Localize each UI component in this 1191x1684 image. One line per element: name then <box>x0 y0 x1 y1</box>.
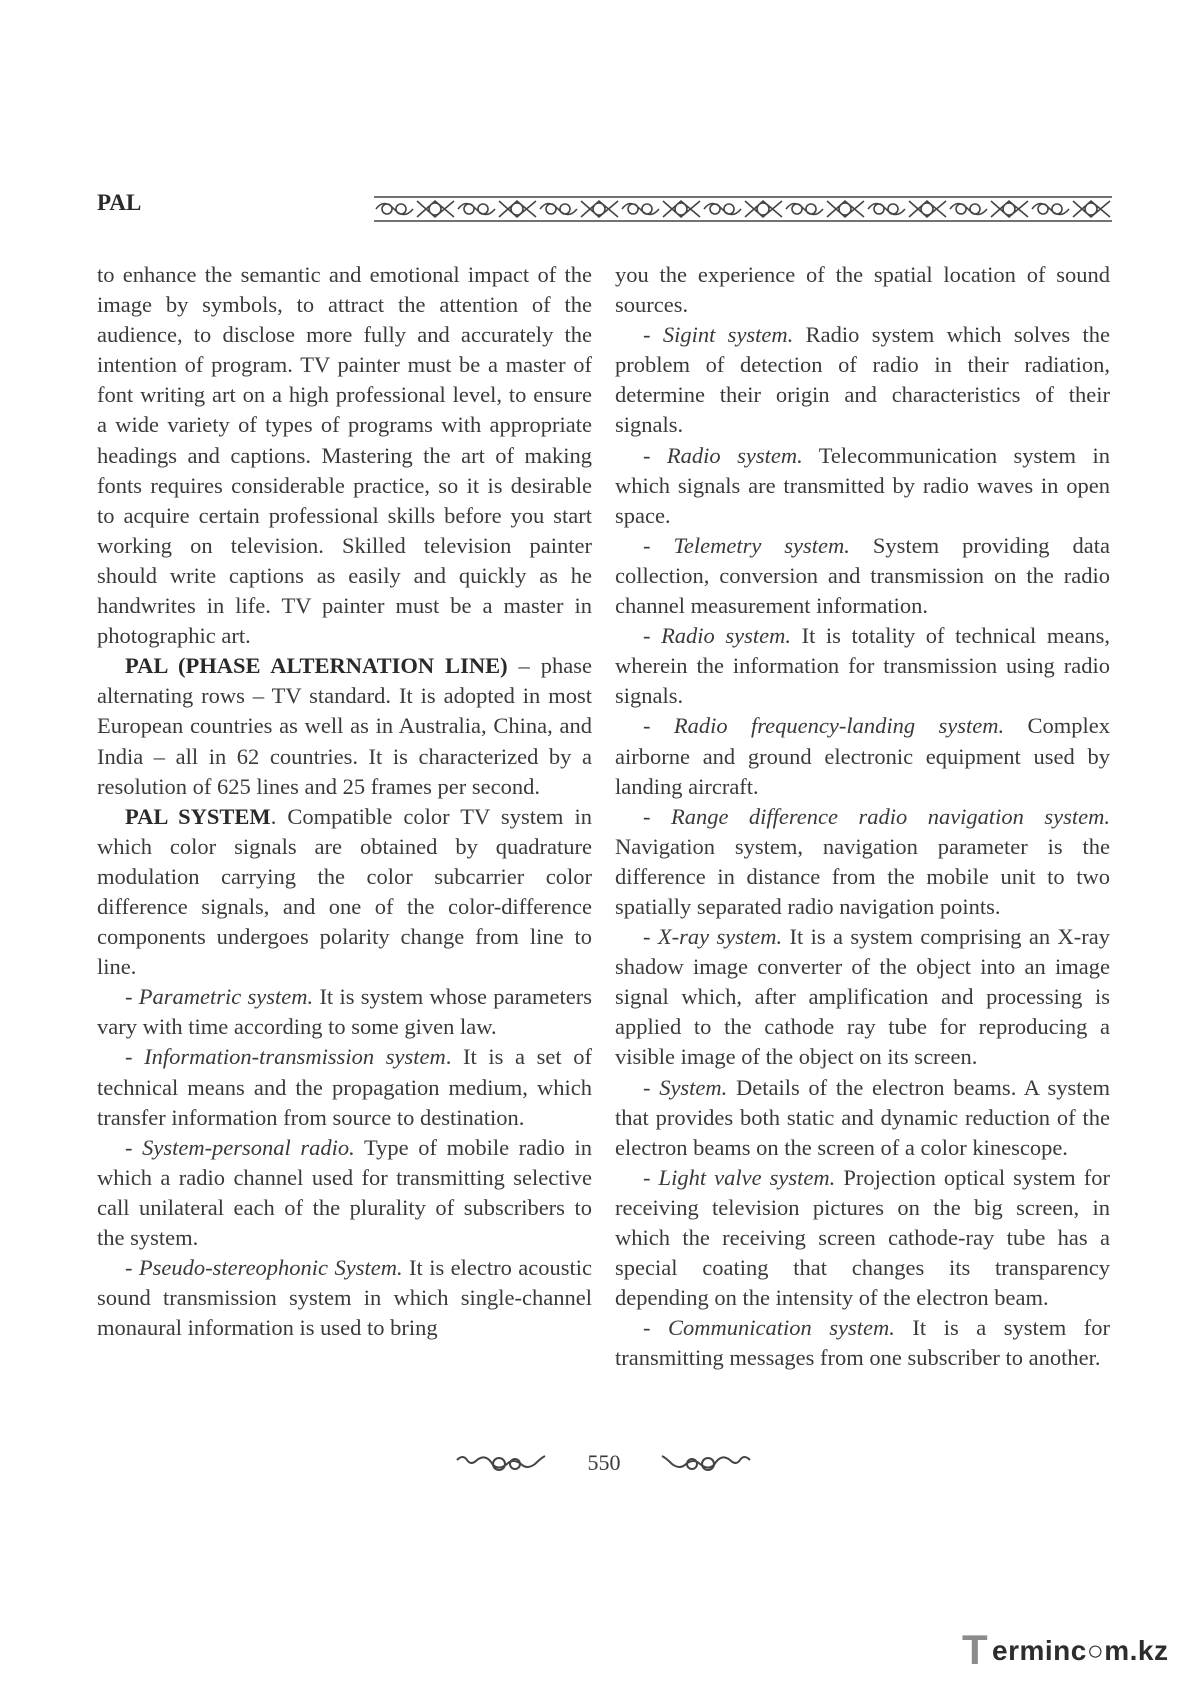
right-column <box>615 260 1110 1373</box>
entry-term: - Radio system. <box>643 623 791 649</box>
ornament-motif <box>581 201 618 217</box>
entry-text: Radio system which solves the problem of detection of radio in their radiation, determine their origin and characteristics of their signals. <box>615 322 1110 438</box>
left-column-paragraph <box>97 802 592 983</box>
left-column-paragraph <box>97 1253 592 1343</box>
right-flourish-ornament <box>660 1452 752 1476</box>
watermark-text: erminc○m.kz <box>992 1635 1169 1666</box>
entry-text: Navigation system, navigation parameter is the difference in distance from the mobile unit to two spatially separated radio navigation points. <box>615 833 1110 919</box>
page-footer <box>0 1448 1191 1478</box>
entry-text: Projection optical system for receiving television pictures on the big screen, in which the receiving screen cathode-ray tube has a special coating that changes its transparency depending on the intensity of the electron beam. <box>615 1164 1110 1311</box>
ornament-motif <box>663 201 700 217</box>
entry-text: to enhance the semantic and emotional impact of the image by symbols, to attract the attention of the audience, to disclose more fully and accurately the intention of program. TV painter must be a master of font writing art on a high professional level, to ensure a wide variety of types of programs with appropriate headings and captions. Mastering the art of making fonts requires considerable practice, so it is desirable to acquire certain professional skills before you start working on television. Skilled television painter should write captions as easily and quickly as he handwrites in life. TV painter must be a master in photographic art. <box>97 262 592 649</box>
entry-text: Details of the electron beams. A system that provides both static and dynamic reduction of the electron beams on the screen of a color kinescope. <box>615 1074 1110 1160</box>
site-watermark-logo <box>962 1628 1172 1672</box>
right-column-paragraph <box>615 441 1110 531</box>
entry-text: you the experience of the spatial location of sound sources. <box>615 262 1110 318</box>
left-flourish-ornament <box>455 1452 547 1476</box>
ornament-motif <box>786 204 823 215</box>
entry-text: System providing data collection, conversion and transmission on the radio channel measurement information. <box>615 532 1110 619</box>
entry-text: – phase alternating rows – TV standard. It is adopted in most European countries as well as in Australia, China, and India – all in 62 countries. It is characterized by a resolution of 625 lines and 25 frames per second. <box>97 653 592 799</box>
entry-text: . It is a set of technical means and the propagation medium, which transfer information from source to destination. <box>97 1044 593 1130</box>
entry-term: - Sigint system. <box>643 322 794 348</box>
entry-term: - Communication system. <box>643 1315 895 1341</box>
right-column-paragraph <box>615 922 1110 1072</box>
ornament-motif <box>1032 204 1069 215</box>
entry-text: It is system whose parameters vary with time according to some given law. <box>97 984 592 1040</box>
entry-term: - Pseudo-stereophonic System. <box>125 1255 403 1281</box>
entry-text: It is electro acoustic sound transmission system in which single-channel monaural information is used to bring <box>97 1255 592 1341</box>
entry-term: - Light valve system. <box>643 1164 836 1190</box>
left-column-paragraph <box>97 260 592 651</box>
entry-headword: PAL (PHASE ALTERNATION LINE) <box>125 653 508 679</box>
ornament-motif <box>417 201 454 217</box>
ornament-motif <box>622 204 659 215</box>
right-column-paragraph <box>615 260 1110 320</box>
left-column-paragraph <box>97 1133 592 1253</box>
right-column-paragraph <box>615 802 1110 922</box>
entry-text: It is a system comprising an X-ray shadow image converter of the object into an image signal which, after amplification and processing is applied to the cathode ray tube for reproducing a visible image of the object on its screen. <box>615 924 1110 1070</box>
ornament-motif <box>704 204 741 215</box>
ornament-motif <box>745 201 782 217</box>
entry-text: Type of mobile radio in which a radio channel used for transmitting selective call unilateral each of the plurality of subscribers to the system. <box>97 1134 592 1250</box>
left-column-paragraph <box>97 982 592 1042</box>
running-head: PAL <box>97 190 142 215</box>
entry-term: - Range difference radio navigation system. <box>643 803 1110 829</box>
ornament-motif <box>540 204 577 215</box>
entry-term: - System. <box>643 1074 728 1100</box>
entry-text: Complex airborne and ground electronic equipment used by landing aircraft. <box>615 713 1111 799</box>
left-column-paragraph <box>97 651 592 801</box>
entry-term: - Telemetry system. <box>643 532 850 558</box>
right-column-paragraph <box>615 1313 1110 1373</box>
ornament-motif <box>950 204 987 215</box>
entry-text: Telecommunication system in which signals are transmitted by radio waves in open space. <box>615 442 1110 528</box>
left-column <box>97 260 592 1343</box>
header-ornament-band <box>374 196 1112 222</box>
left-column-paragraph <box>97 1042 592 1132</box>
right-column-paragraph <box>615 711 1110 801</box>
entry-text: . Compatible color TV system in which color signals are obtained by quadrature modulation carrying the color subcarrier color difference signals, and one of the color-difference components undergoes polarity change from line to line. <box>97 803 592 980</box>
ornament-motif <box>827 201 864 217</box>
right-column-paragraph <box>615 1073 1110 1163</box>
ornament-motif <box>991 201 1028 217</box>
ornament-motif <box>909 201 946 217</box>
entry-term: - Parametric system. <box>125 984 314 1010</box>
ornament-motif <box>1073 201 1110 217</box>
right-column-paragraph <box>615 320 1110 440</box>
entry-term: - Radio system. <box>643 442 803 468</box>
ornament-motif <box>458 204 495 215</box>
right-column-paragraph <box>615 531 1110 621</box>
entry-term: - Radio frequency-landing system. <box>643 713 1005 739</box>
ornament-motif <box>376 204 413 215</box>
page-number: 550 <box>587 1450 621 1475</box>
entry-term: - Information-transmission system <box>125 1044 446 1070</box>
entry-term: - System-personal radio. <box>125 1134 355 1160</box>
right-column-paragraph <box>615 1163 1110 1313</box>
watermark-first-letter: T <box>962 1626 988 1673</box>
entry-term: - X-ray system. <box>643 924 783 950</box>
entry-text: It is a system for transmitting messages from one subscriber to another. <box>615 1315 1110 1371</box>
ornament-motif <box>499 201 536 217</box>
entry-headword: PAL SYSTEM <box>125 803 271 829</box>
entry-text: It is totality of technical means, wherein the information for transmission using radio signals. <box>615 623 1110 709</box>
ornament-motif <box>868 204 905 215</box>
right-column-paragraph <box>615 621 1110 711</box>
